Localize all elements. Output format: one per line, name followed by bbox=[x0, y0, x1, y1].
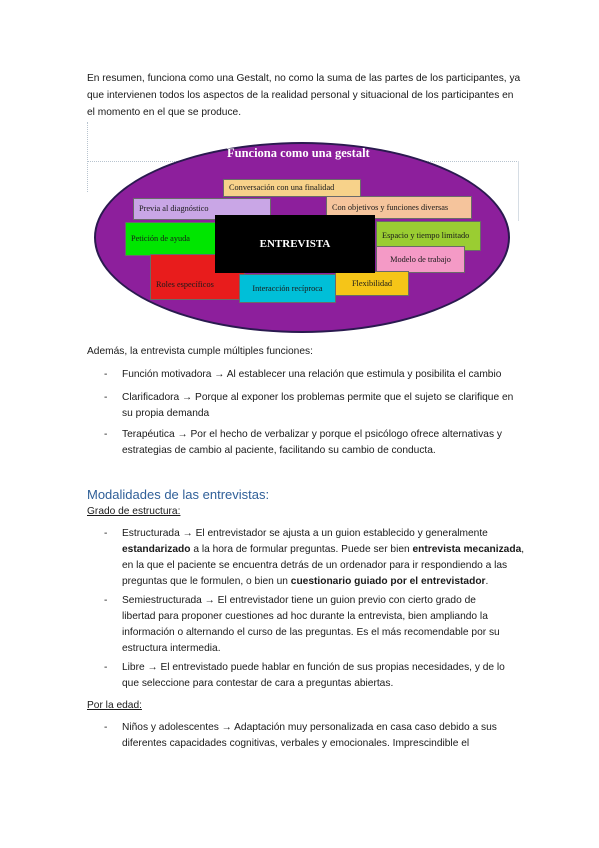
frame-line-right bbox=[518, 161, 519, 221]
list-bullet: - bbox=[104, 429, 108, 440]
box-interaccion: Interacción recíproca bbox=[239, 274, 336, 303]
box-previa-diagnostico: Previa al diagnóstico bbox=[133, 198, 271, 220]
box-roles: Roles específicos bbox=[150, 254, 245, 300]
semi-line-1: Semiestructurada → El entrevistador tiene un guion previo con cierto grado de bbox=[122, 595, 476, 606]
diagram-title: Funciona como una gestalt bbox=[227, 146, 370, 160]
semi-line-3: información o alternando el curso de las preguntas. Es el más recomendable por su bbox=[122, 627, 500, 638]
gestalt-diagram bbox=[87, 122, 519, 334]
list-bullet: - bbox=[104, 392, 108, 403]
semi-line-4: estructura intermedia. bbox=[122, 643, 221, 654]
intro-line-2: que intervienen todos los aspectos de la realidad personal y situacional de los participantes en bbox=[87, 90, 514, 101]
box-modelo-trabajo: Modelo de trabajo bbox=[376, 246, 465, 273]
estructurada-line-1: Estructurada → El entrevistador se ajusta a un guion establecido y generalmente bbox=[122, 528, 488, 539]
funcion-motivadora: Función motivadora → Al establecer una relación que estimula y posibilita el cambio bbox=[122, 369, 502, 380]
grado-estructura-label: Grado de estructura: bbox=[87, 506, 181, 517]
intro-line-1: En resumen, funciona como una Gestalt, no como la suma de las partes de los participantes, ya bbox=[87, 73, 521, 84]
list-bullet: - bbox=[104, 595, 108, 606]
list-bullet: - bbox=[104, 722, 108, 733]
box-peticion-ayuda: Petición de ayuda bbox=[125, 222, 217, 256]
libre-line-1: Libre → El entrevistado puede hablar en función de sus propias necesidades, y de lo bbox=[122, 662, 505, 673]
box-flexibilidad: Flexibilidad bbox=[335, 271, 409, 296]
estructurada-line-4: preguntas que le formulen, o bien un cuestionario guiado por el entrevistador. bbox=[122, 576, 489, 587]
box-objetivos: Con objetivos y funciones diversas bbox=[326, 196, 472, 219]
ninos-line-1: Niños y adolescentes → Adaptación muy personalizada en casa caso debido a sus bbox=[122, 722, 497, 733]
list-bullet: - bbox=[104, 528, 108, 539]
funcion-terapeutica-1: Terapéutica → Por el hecho de verbalizar y porque el psicólogo ofrece alternativas y bbox=[122, 429, 502, 440]
funcion-terapeutica-2: estrategias de cambio al paciente, facilitando su cambio de conducta. bbox=[122, 445, 436, 456]
ninos-line-2: diferentes capacidades cognitivas, verbales y emocionales. Imprescindible el bbox=[122, 738, 470, 749]
list-bullet: - bbox=[104, 369, 108, 380]
funcion-clarificadora-1: Clarificadora → Porque al exponer los problemas permite que el sujeto se clarifique en bbox=[122, 392, 514, 403]
estructurada-line-2: estandarizado a la hora de formular preguntas. Puede ser bien entrevista mecanizada, bbox=[122, 544, 525, 555]
estructurada-line-3: en la que el paciente se encuentra detrás de un ordenador para ir respondiendo a las bbox=[122, 560, 508, 571]
intro-line-3: el momento en el que se produce. bbox=[87, 107, 242, 118]
semi-line-2: libertad para proponer cuestiones ad hoc durante la entrevista, bien ampliando la bbox=[122, 611, 488, 622]
libre-line-2: que seleccione para contestar de cara a preguntas abiertas. bbox=[122, 678, 394, 689]
box-espacio-tiempo: Espacio y tiempo limitado bbox=[376, 221, 481, 251]
frame-line-left bbox=[87, 122, 88, 192]
funciones-intro: Además, la entrevista cumple múltiples funciones: bbox=[87, 346, 313, 357]
box-conversacion: Conversación con una finalidad bbox=[223, 179, 361, 197]
list-bullet: - bbox=[104, 662, 108, 673]
funcion-clarificadora-2: su propia demanda bbox=[122, 408, 210, 419]
section-heading: Modalidades de las entrevistas: bbox=[87, 487, 270, 502]
box-entrevista: ENTREVISTA bbox=[215, 215, 375, 273]
por-edad-label: Por la edad: bbox=[87, 700, 142, 711]
